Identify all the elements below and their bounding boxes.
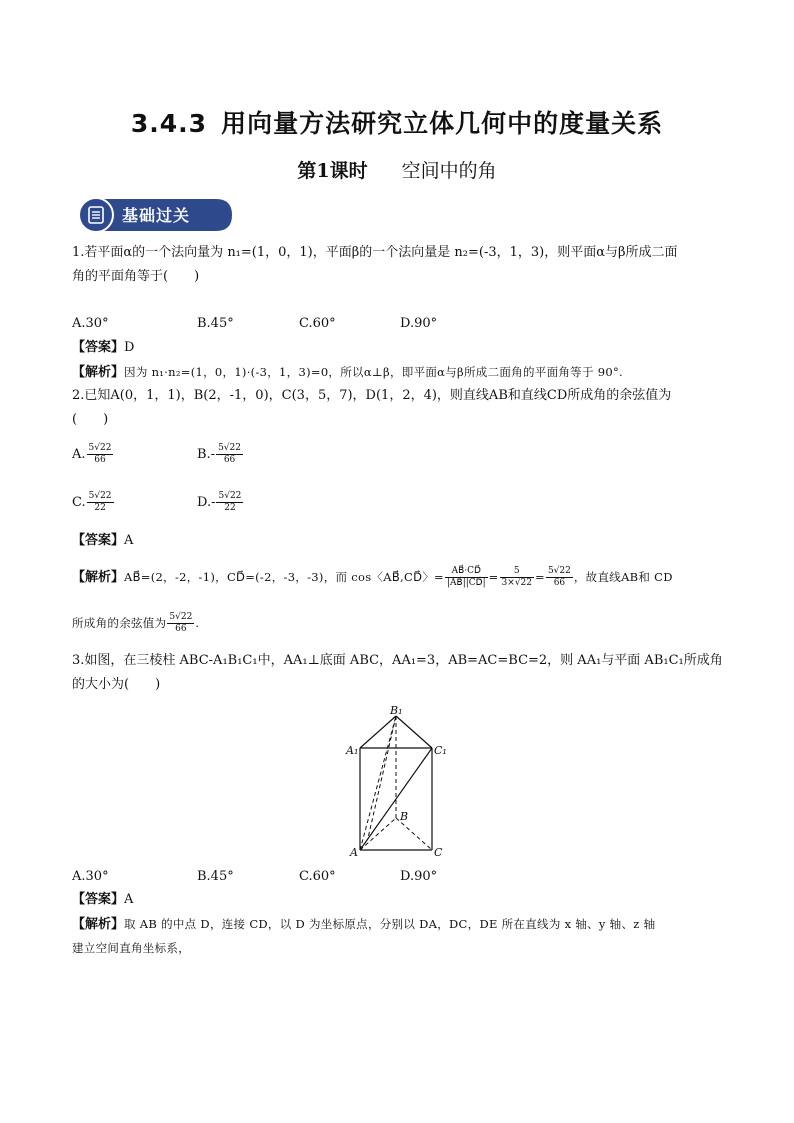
q3-option-b: B.45° — [197, 869, 234, 884]
q2-analysis-cont: 所成角的余弦值为 $\frac{5√22}{66}$ . — [72, 612, 200, 634]
q3-analysis-cont: 建立空间直角坐标系， — [72, 941, 190, 955]
q3-line2: 的大小为( ) — [72, 677, 161, 692]
q2-analysis: 【解析】AB⃗=(2，-2，-1)，CD⃗=(-2，-3，-3)，而 cos〈AB⃗,CD⃗〉= $\frac{AB⃗\cdot CD⃗}{|AB⃗||CD⃗|}$ = $\frac{5}{3\times√22}$ = $\frac{5√22}{66}$ ，故直线AB和 CD — [72, 566, 673, 588]
q2-option-c: C. $\frac{5√22}{22}$ — [72, 491, 112, 513]
q2-option-b: B.- $\frac{5√22}{66}$ — [197, 443, 241, 465]
q3-line1: 3.如图，在三棱柱 ABC-A₁B₁C₁中，AA₁⊥底面 ABC，AA₁=3，AB=AC=BC=2，则 AA₁与平面 AB₁C₁所成角 — [72, 653, 723, 668]
q1-line1: 1.若平面α的一个法向量为 n₁=(1，0，1)，平面β的一个法向量是 n₂=(-3，1，3)，则平面α与β所成二面 — [72, 245, 678, 260]
q3-option-c: C.60° — [299, 869, 336, 884]
label-a: A — [350, 846, 358, 859]
q3-analysis: 【解析】取 AB 的中点 D，连接 CD，以 D 为坐标原点，分别以 DA，DC，DE 所在直线为 x 轴、y 轴、z 轴 — [72, 917, 656, 932]
label-c: C — [434, 846, 443, 859]
page-title: 3.4.3 用向量方法研究立体几何中的度量关系 — [130, 109, 664, 138]
label-a1: A₁ — [346, 744, 359, 757]
label-b: B — [400, 810, 409, 823]
label-b1: B₁ — [390, 704, 403, 717]
q1-option-a: A.30° — [72, 316, 109, 331]
q3-answer: 【答案】A — [72, 892, 134, 907]
section-badge — [76, 197, 234, 233]
q1-option-b: B.45° — [197, 316, 234, 331]
q1-line2: 角的平面角等于( ) — [72, 269, 200, 284]
q1-answer: 【答案】D — [72, 340, 135, 355]
q3-option-d: D.90° — [400, 869, 438, 884]
q1-option-d: D.90° — [400, 316, 438, 331]
q3-option-a: A.30° — [72, 869, 109, 884]
label-c1: C₁ — [434, 744, 447, 757]
section-label: 基础过关 — [122, 206, 191, 225]
q2-answer: 【答案】A — [72, 533, 134, 548]
prism-figure — [340, 700, 460, 864]
q2-option-a: A. $\frac{5√22}{66}$ — [72, 443, 112, 465]
q2-option-d: D.- $\frac{5√22}{22}$ — [197, 491, 242, 513]
q2-line2: ( ) — [72, 412, 109, 427]
lesson-subtitle: 第1课时 空间中的角 — [297, 160, 497, 182]
q1-analysis: 【解析】因为 n₁·n₂=(1，0，1)·(-3，1，3)=0，所以α⊥β，即平面α与β所成二面角的平面角等于 90°. — [72, 365, 623, 380]
q1-option-c: C.60° — [299, 316, 336, 331]
q2-line1: 2.已知A(0，1，1)，B(2，-1，0)，C(3，5，7)，D(1，2，4)，则直线AB和直线CD所成角的余弦值为 — [72, 388, 672, 403]
